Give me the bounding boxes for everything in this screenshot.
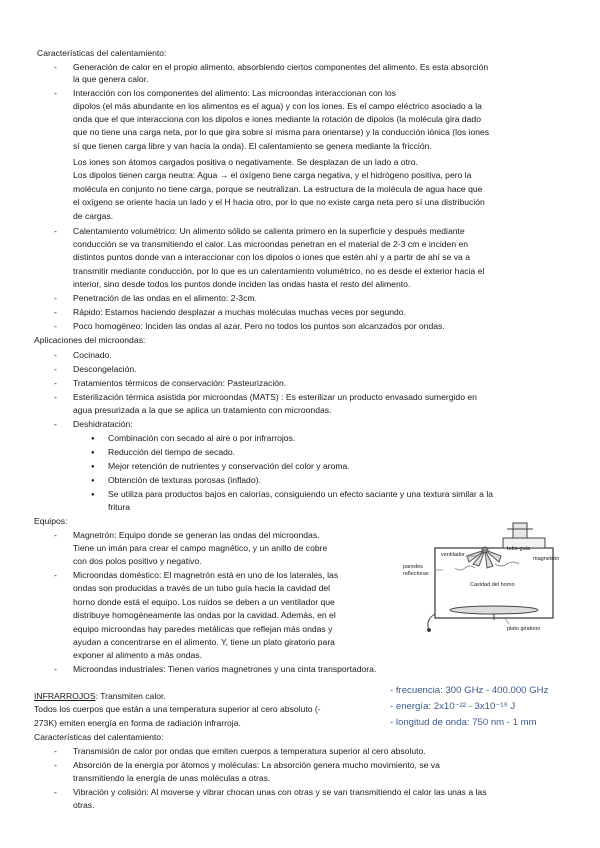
ir-spec-frecuencia: - frecuencia: 300 GHz - 400.000 GHz	[390, 685, 549, 696]
transmision-line: - Transmisión de calor por ondas que emiten cuerpos a temperatura superior al cero absoluto.	[73, 746, 426, 756]
domestico-line-2: ondas son producidas a través de un tubo guía hacia la cavidad del	[73, 583, 331, 593]
deshidratacion-bullet: ● Obtención de texturas porosas (inflado).	[108, 475, 261, 485]
infrarrojos-intro-line-3: 273K) emiten energía en forma de radiación infrarroja.	[34, 718, 241, 728]
infrarrojos-intro-line-1	[34, 691, 166, 701]
volumetrico-line-4: transmitir mediante conducción, por lo que es un calentamiento volumétrico, no es desde el exterior hacia el	[73, 266, 485, 276]
turntable-shape	[450, 606, 538, 614]
deshidratacion-bullet-last-2: fritura	[108, 502, 130, 512]
magnetron-line-1: - Magnetrón: Equipo donde se generan las ondas del microondas.	[73, 530, 320, 540]
label-ventilador: ventilador	[441, 552, 465, 558]
generacion-line-1: - Generación de calor en el propio alimento, absorbiendo ciertos componentes del alimento. Es esta absorción	[73, 62, 488, 72]
interaccion-line-10: de cargas.	[73, 211, 114, 221]
label-plato: plato giratorio	[507, 626, 541, 632]
vibracion-line-1: - Vibración y colisión: Al moverse y vibrar chocan unas con otras y se van transmitiendo el calor las unas a las	[73, 787, 487, 797]
magnetron-shape	[513, 523, 527, 538]
interaccion-line-7: Los dipolos tienen carga neutra: Agua → el oxígeno tiene carga negativa, y el hidrógeno positiva, pero la	[73, 170, 472, 180]
interaccion-line-2: dipolos (el más abundante en los alimentos es el agua) y con los iones. Es el campo eléctrico asociado a la	[73, 101, 482, 111]
deshidratacion-heading: - Deshidratación:	[73, 419, 133, 429]
absorcion-line-1: - Absorción de la energía por átomos y moléculas: La absorción genera mucho movimiento, se va	[73, 760, 440, 770]
deshidratacion-bullet-last-1: ● Se utiliza para productos bajos en calorías, consiguiendo un efecto saciante y una textura similar a la	[108, 489, 493, 499]
section-heading-caracteristicas: Características del calentamiento:	[37, 48, 167, 58]
interaccion-line-1: - Interacción con los componentes del alimento: Las microondas interaccionan con los	[73, 88, 396, 98]
aplicacion-item: - Descongelación.	[73, 364, 137, 374]
volumetrico-line-5: interior, sino desde todos los puntos donde inciden las ondas hasta el resto del alimento.	[73, 279, 411, 289]
vibracion-line-2: otras.	[73, 800, 95, 810]
volumetrico-line-3: distintos puntos donde van a interaccionar con los dipolos o iones que estén ahí y a partir de ahí se va a	[73, 252, 470, 262]
domestico-line-7: exponer al alimento a más ondas.	[73, 650, 202, 660]
infrarrojos-label: INFRARROJOS	[34, 691, 96, 701]
section-heading-aplicaciones: Aplicaciones del microondas:	[34, 335, 146, 345]
absorcion-line-2: transmitiendo la energía de unas moléculas a otras.	[73, 773, 271, 783]
esterilizacion-line-1: - Esterilización térmica asistida por microondas (MATS) : Es esterilizar un producto envasado sumergido en	[73, 392, 477, 402]
label-tubo-guia: tubo-guía	[507, 546, 531, 552]
infrarrojos-intro-line-2: Todos los cuerpos que están a una temperatura superior al cero absoluto (-	[34, 704, 321, 714]
deshidratacion-bullet: ● Combinación con secado al aire o por infrarrojos.	[108, 433, 295, 443]
volumetrico-line-2: conducción se va transmitiendo el calor. Las microondas penetran en el material de 2-3 cm e inciden en	[73, 239, 469, 249]
rapido-line: - Rápido: Estamos haciendo desplazar a muchas moléculas muchas veces por segundo.	[73, 307, 406, 317]
deshidratacion-bullet: ● Mejor retención de nutrientes y conservación del color y aroma.	[108, 461, 350, 471]
aplicacion-item: - Tratamientos térmicos de conservación: Pasteurización.	[73, 378, 286, 388]
interaccion-line-5: sí que tienen carga libre y van hacia la onda). El calentamiento se genera mediante la fricción.	[73, 141, 432, 151]
infrarrojos-intro-text: : Transmiten calor.	[95, 691, 166, 701]
interaccion-line-3: onda que el que interacciona con los dipolos e iones mediante la rotación de dipolos (la molécula gira dado	[73, 114, 481, 124]
section-heading-caracteristicas-ir: Características del calentamiento:	[34, 732, 164, 742]
industriales-line: - Microondas industriales: Tienen varios magnetrones y una cinta transportadora.	[73, 664, 376, 674]
label-cavidad: Cavidad del horno	[470, 582, 515, 588]
magnetron-line-3: con dos polos positivo y negativo.	[73, 556, 202, 566]
magnetron-line-2: Tiene un imán para crear el campo magnético, y un anillo de cobre	[73, 543, 328, 553]
domestico-line-3: horno donde está el equipo. Los ruidos se deben a un ventilador que	[73, 597, 335, 607]
ir-spec-longitud: - longitud de onda: 750 nm - 1 mm	[390, 717, 537, 728]
interaccion-line-9: el oxígeno se oriente hacia un lado y el H hacia otro, por lo que no existe carga neta pero sí una distribución	[73, 197, 485, 207]
generacion-line-2: la que genera calor.	[73, 74, 149, 84]
label-reflectoras: reflectoras	[403, 571, 429, 577]
label-paredes: paredes	[403, 564, 423, 570]
homogeneo-line: - Poco homogéneo: Inciden las ondas al azar. Pero no todos los puntos son alcanzados por ondas.	[73, 321, 445, 331]
domestico-line-6: ayudan a concentrarse en el alimento. Y, tiene un plato giratorio para	[73, 637, 335, 647]
volumetrico-line-1: - Calentamiento volumétrico: Un alimento sólido se calienta primero en la superficie y después mediante	[73, 226, 465, 236]
interaccion-line-6: Los iones son átomos cargados positiva o negativamente. Se desplazan de un lado a otro.	[73, 157, 418, 167]
domestico-line-4: distribuye homogéneamente las ondas por la cavidad. Además, en el	[73, 610, 336, 620]
domestico-line-5: equipo microondas hay paredes metálicas que reflejan más ondas y	[73, 624, 333, 634]
section-heading-equipos: Equipos:	[34, 516, 68, 526]
interaccion-line-4: que no tiene una carga neta, por lo que gira sobre sí misma para orientarse) y la conducción iónica (los iones	[73, 127, 490, 137]
interaccion-line-8: molécula en conjunto no tiene carga, porque se neutralizan. La estructura de la molécula de agua hace que	[73, 184, 483, 194]
deshidratacion-bullet: ● Reducción del tiempo de secado.	[108, 447, 235, 457]
penetracion-line: - Penetración de las ondas en el alimento: 2-3cm.	[73, 293, 257, 303]
aplicacion-item: - Cocinado.	[73, 350, 112, 360]
label-magnetron: magnetrón	[533, 556, 560, 562]
esterilizacion-line-2: agua presurizada a la que se aplica un tratamiento con microondas.	[73, 405, 332, 415]
domestico-line-1: - Microondas doméstico: El magnetrón está en uno de los laterales, las	[73, 570, 338, 580]
microwave-oven-diagram	[395, 520, 570, 635]
ir-spec-energia: - energía: 2x10⁻²² - 3x10⁻¹⁹ J	[390, 701, 516, 712]
